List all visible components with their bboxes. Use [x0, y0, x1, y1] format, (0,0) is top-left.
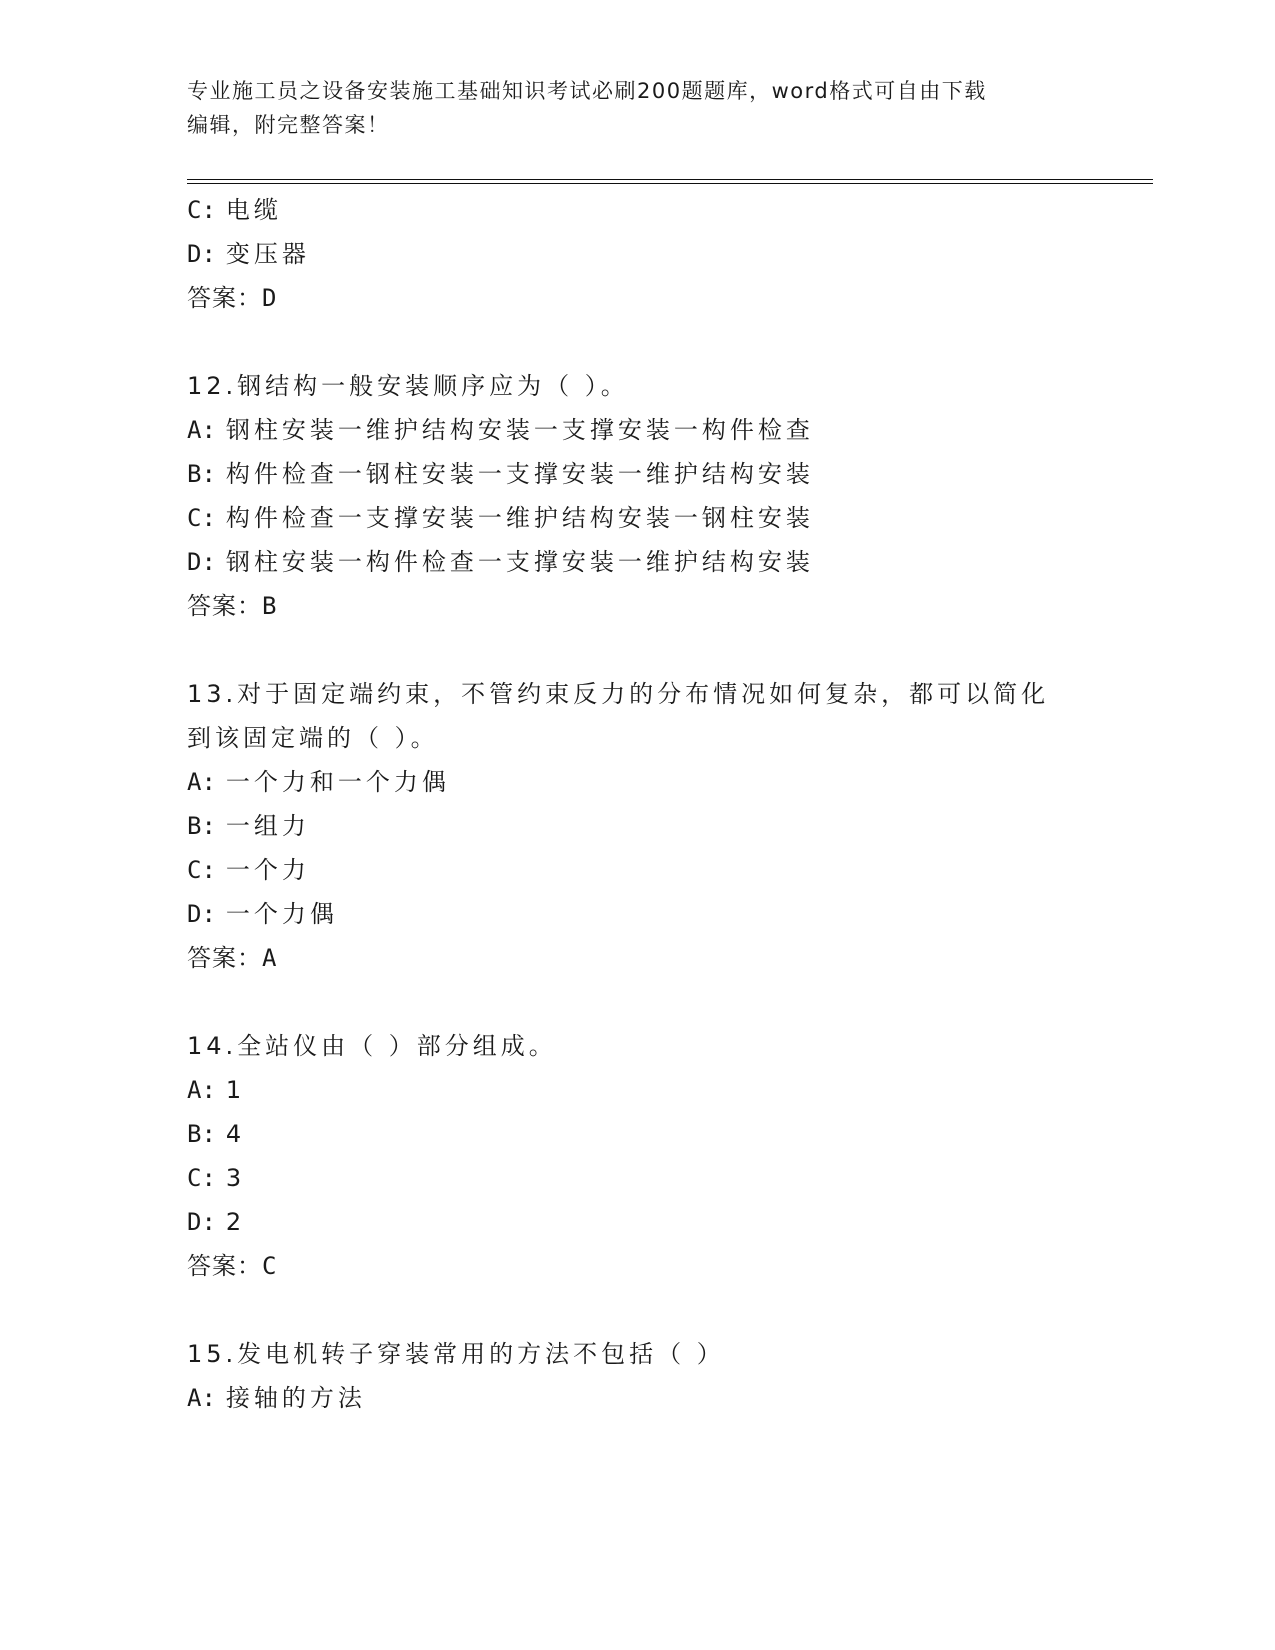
option-label: A:: [187, 416, 216, 444]
q14-answer: [187, 1250, 277, 1282]
option-label: A:: [187, 1384, 216, 1412]
option-label: D:: [187, 1208, 216, 1236]
answer-label: 答案：: [187, 1252, 262, 1280]
option-text: 接轴的方法: [225, 1384, 366, 1412]
option-label: D:: [187, 240, 216, 268]
option-text: 构件检查一支撑安装一维护结构安装一钢柱安装: [225, 504, 814, 532]
q12-option-c: [187, 502, 814, 534]
option-text: 4: [225, 1120, 246, 1148]
option-label: C:: [187, 1164, 216, 1192]
q12-option-d: [187, 546, 814, 578]
option-text: 变压器: [225, 240, 310, 268]
option-label: A:: [187, 768, 216, 796]
q13-option-d: [187, 898, 338, 930]
q11-option-d: [187, 238, 310, 270]
option-text: 1: [225, 1076, 246, 1104]
option-label: B:: [187, 1120, 216, 1148]
answer-value: A: [262, 944, 278, 972]
option-text: 一个力偶: [225, 900, 338, 928]
header-divider-top: [187, 179, 1153, 180]
q11-option-c: [187, 194, 282, 226]
q13-option-b: [187, 810, 310, 842]
q12-answer: [187, 590, 277, 622]
q15-option-a: [187, 1382, 366, 1414]
option-text: 电缆: [225, 196, 282, 224]
document-header: [187, 74, 1087, 142]
option-text: 一个力和一个力偶: [225, 768, 450, 796]
answer-label: 答案：: [187, 944, 262, 972]
answer-label: 答案：: [187, 592, 262, 620]
option-text: 钢柱安装一维护结构安装一支撑安装一构件检查: [225, 416, 814, 444]
q13-option-a: [187, 766, 450, 798]
option-label: C:: [187, 196, 216, 224]
q11-answer: [187, 282, 277, 314]
option-text: 3: [225, 1164, 246, 1192]
option-text: 一组力: [225, 812, 310, 840]
q13-stem-line-1: 13.对于固定端约束，不管约束反力的分布情况如何复杂，都可以简化: [187, 680, 1050, 708]
option-label: D:: [187, 548, 216, 576]
q12-option-a: [187, 414, 814, 446]
answer-value: C: [262, 1252, 278, 1280]
q14-stem: 14.全站仪由（ ）部分组成。: [187, 1032, 557, 1060]
q12-stem: 12.钢结构一般安装顺序应为（ ）。: [187, 372, 629, 400]
q12-option-b: [187, 458, 814, 490]
option-text: 一个力: [225, 856, 310, 884]
option-text: 构件检查一钢柱安装一支撑安装一维护结构安装: [225, 460, 814, 488]
q14-option-b: [187, 1118, 245, 1150]
header-line-1: 专业施工员之设备安装施工基础知识考试必刷200题题库，word格式可自由下载: [187, 79, 987, 103]
answer-value: D: [262, 284, 278, 312]
option-label: A:: [187, 1076, 216, 1104]
option-label: B:: [187, 812, 216, 840]
option-label: C:: [187, 504, 216, 532]
q13-stem-line-2: 到该固定端的（ ）。: [187, 724, 439, 752]
q14-option-c: [187, 1162, 245, 1194]
option-label: C:: [187, 856, 216, 884]
answer-value: B: [262, 592, 278, 620]
header-divider-bottom: [187, 183, 1153, 184]
option-text: 2: [225, 1208, 246, 1236]
q13-answer: [187, 942, 277, 974]
option-label: B:: [187, 460, 216, 488]
header-line-2: 编辑，附完整答案！: [187, 113, 390, 137]
option-text: 钢柱安装一构件检查一支撑安装一维护结构安装: [225, 548, 814, 576]
option-label: D:: [187, 900, 216, 928]
q14-option-d: [187, 1206, 245, 1238]
q14-option-a: [187, 1074, 245, 1106]
q15-stem: 15.发电机转子穿装常用的方法不包括（ ）: [187, 1340, 725, 1368]
q13-option-c: [187, 854, 310, 886]
answer-label: 答案：: [187, 284, 262, 312]
